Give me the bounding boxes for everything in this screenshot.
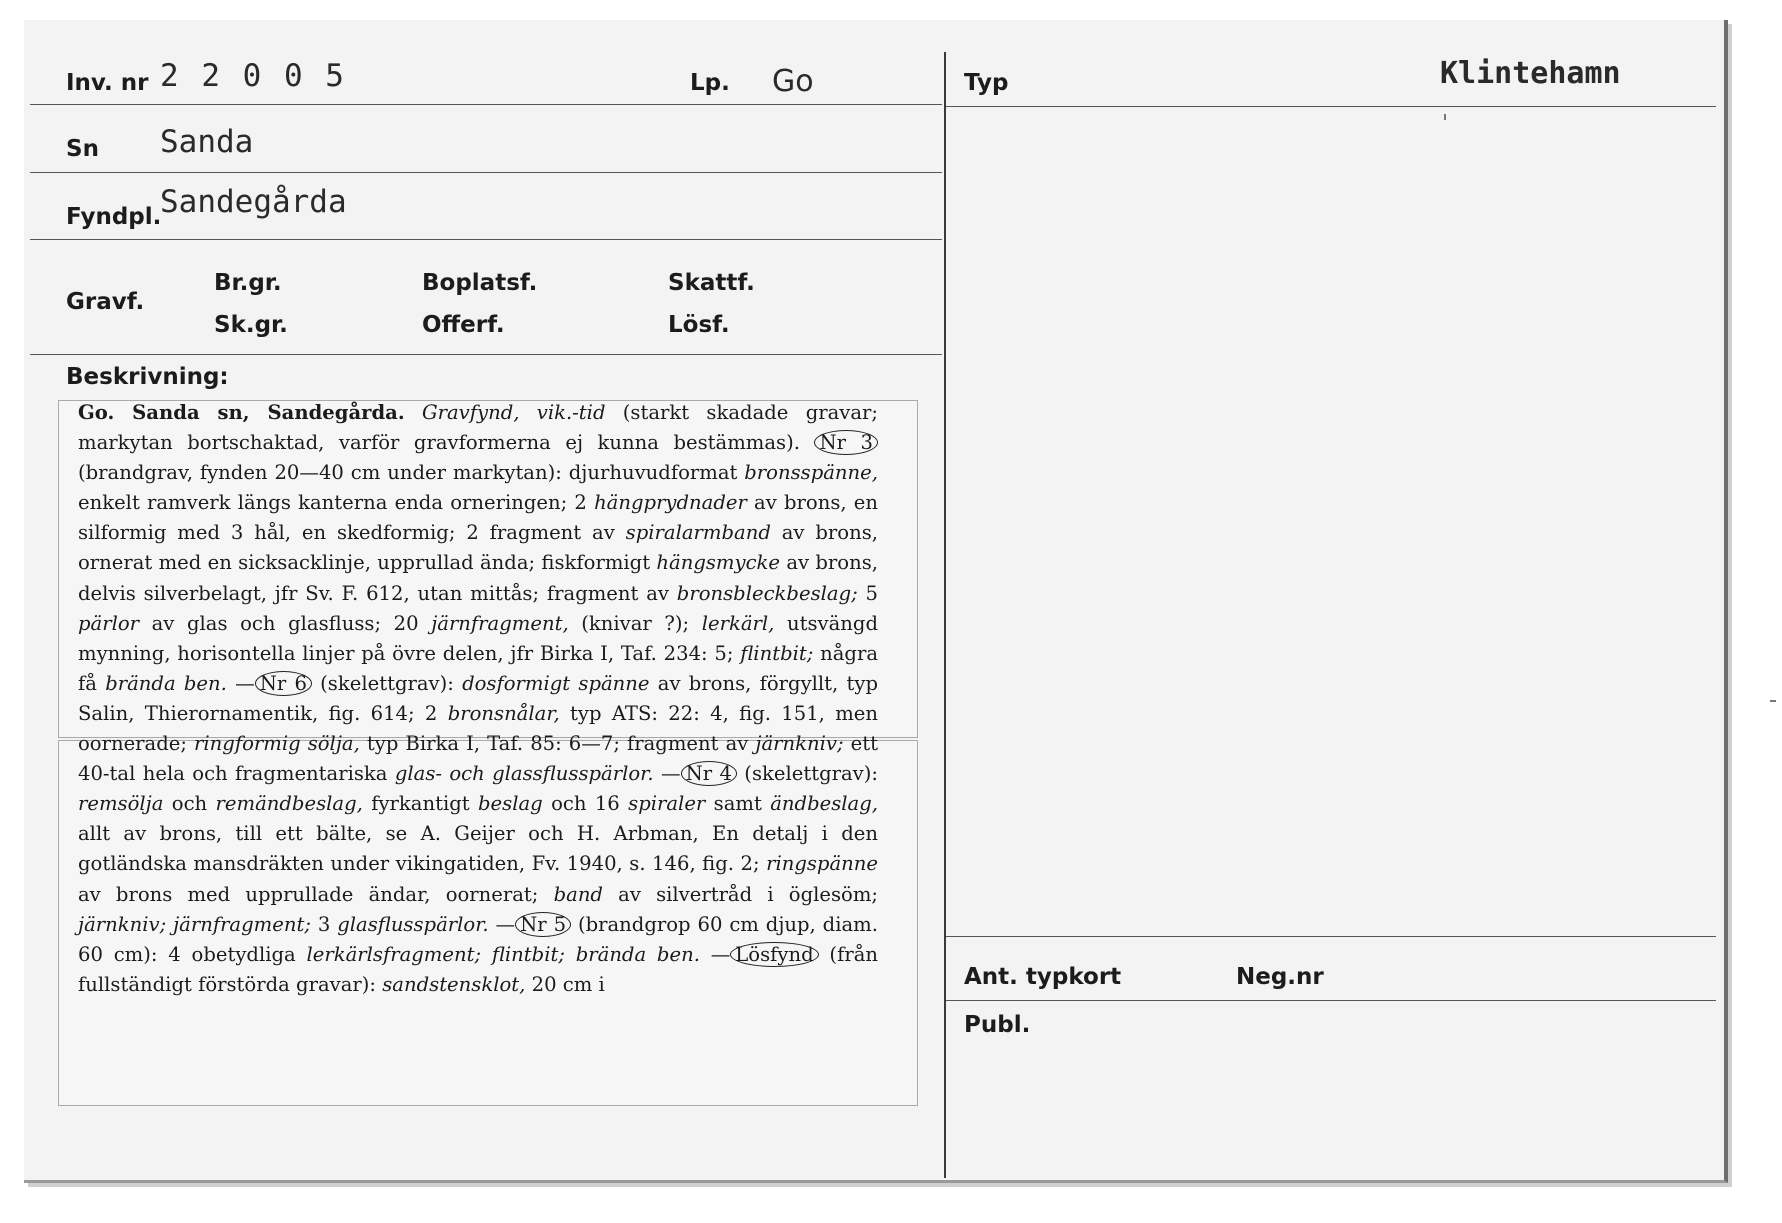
description-segment: typ ATS: 22: 4, fig. 151, men oornerade; xyxy=(78,701,878,756)
description-segment: ringformig sölja, xyxy=(194,732,360,756)
description-segment: järnkniv; järnfragment; xyxy=(78,912,311,936)
description-segment: av brons, delvis silverbelagt, jfr Sv. F. 612, utan mittås; fragment av xyxy=(78,551,878,605)
description-segment: Gravfynd, vik.-tid xyxy=(421,401,606,424)
divider-typ xyxy=(946,106,1716,107)
description-segment: — xyxy=(653,762,681,786)
description-segment: utsvängd mynning, horisontella linjer på övre delen, jfr Birka I, Taf. 234: 5; xyxy=(78,611,878,665)
description-segment: remsölja xyxy=(78,792,164,816)
description-segment: Go. Sanda sn, Sandegårda. xyxy=(78,401,405,424)
typ-label: Typ xyxy=(964,70,1009,96)
column-divider xyxy=(944,52,946,1178)
description-segment xyxy=(405,401,422,424)
description-segment: — xyxy=(226,671,255,695)
description-text xyxy=(78,398,878,1000)
lp-label: Lp. xyxy=(690,70,730,96)
description-segment: ett 40-tal hela och fragmentariska xyxy=(78,732,878,786)
losf-label: Lösf. xyxy=(668,312,730,338)
divider-sn xyxy=(30,172,942,173)
description-segment: järnkniv; xyxy=(755,732,844,756)
publ-label: Publ. xyxy=(964,1012,1031,1038)
description-segment: allt av brons, till ett bälte, se A. Geijer och H. Arbman, En detalj i den gotländska mansdräkten under vikingatiden, Fv. 1940, s. 146, fig. 2; xyxy=(78,822,878,876)
description-segment: och 16 xyxy=(542,792,629,816)
circled-grave-number: Lösfynd xyxy=(730,942,818,967)
description-segment: — xyxy=(488,912,516,936)
description-segment: ringspänne xyxy=(766,852,878,876)
description-segment: bronsspänne, xyxy=(744,461,878,485)
circled-grave-number: Nr 3 xyxy=(814,430,878,455)
description-segment: (knivar ?); xyxy=(568,611,702,635)
description-segment: fyrkantigt xyxy=(362,792,479,816)
divider-publ xyxy=(946,1000,1716,1001)
inv-nr-value: 2 2 0 0 5 xyxy=(160,58,346,94)
typ-value: Klintehamn xyxy=(1440,56,1621,91)
inv-nr-label: Inv. nr xyxy=(66,70,149,96)
divider-inv xyxy=(30,104,942,105)
description-segment: spiralarmband xyxy=(625,521,771,545)
description-segment: lerkärlsfragment; flintbit; brända ben. xyxy=(306,942,700,966)
brgr-label: Br.gr. xyxy=(214,270,282,296)
description-segment: några få xyxy=(78,641,879,695)
description-segment: av brons, ornerat med en sicksacklinje, upprullad ända; fiskformigt xyxy=(78,521,878,575)
circled-grave-number: Nr 5 xyxy=(515,912,571,937)
description-segment: (skelettgrav): xyxy=(736,762,878,786)
sn-value: Sanda xyxy=(160,124,254,160)
description-segment: flintbit; xyxy=(740,641,814,665)
description-segment: bronsbleckbeslag; xyxy=(676,581,858,605)
description-segment: remändbeslag, xyxy=(215,792,363,816)
description-segment: enkelt ramverk längs kanterna enda orneringen; 2 xyxy=(78,491,595,515)
fyndpl-label: Fyndpl. xyxy=(66,204,162,230)
description-segment: av brons med upprullade ändar, oornerat; xyxy=(78,882,554,906)
description-segment: typ Birka I, Taf. 85: 6—7; fragment av xyxy=(359,732,756,756)
boplatsf-label: Boplatsf. xyxy=(422,270,538,296)
description-segment: samt xyxy=(705,792,771,816)
description-segment: och xyxy=(163,792,216,816)
description-segment: — xyxy=(699,942,731,966)
description-segment: av silvertråd i öglesöm; xyxy=(602,882,879,906)
description-segment: lerkärl, xyxy=(701,611,775,635)
description-segment: 3 xyxy=(310,912,338,936)
description-segment: 20 cm i xyxy=(525,972,605,996)
divider-gravf xyxy=(30,354,942,355)
offerf-label: Offerf. xyxy=(422,312,505,338)
description-segment: dosformigt spänne xyxy=(462,671,650,695)
description-segment: hängsmycke xyxy=(656,551,781,575)
skattf-label: Skattf. xyxy=(668,270,755,296)
description-segment: järnfragment, xyxy=(431,611,569,635)
description-segment: bronsnålar, xyxy=(447,701,560,725)
description-segment: glasflusspärlor. xyxy=(337,912,489,936)
description-segment: (brandgrop 60 cm djup, diam. 60 cm): 4 obetydliga xyxy=(78,912,878,966)
neg-nr-label: Neg.nr xyxy=(1236,964,1324,990)
fyndpl-value: Sandegårda xyxy=(160,184,347,220)
description-segment: av glas och glasfluss; 20 xyxy=(139,611,432,635)
description-segment: (starkt skadade gravar; markytan bortschaktad, varför gravformerna ej kunna bestämmas). xyxy=(78,401,878,455)
circled-grave-number: Nr 4 xyxy=(681,761,737,786)
description-segment: hängprydnader xyxy=(594,491,747,515)
description-segment: pärlor xyxy=(78,611,140,635)
description-segment: (skelettgrav): xyxy=(311,671,463,695)
divider-fyndpl xyxy=(30,239,942,240)
description-segment: av brons, en silformig med 3 hål, en skedformig; 2 fragment av xyxy=(78,491,879,545)
gravf-label: Gravf. xyxy=(66,289,145,315)
circled-grave-number: Nr 6 xyxy=(255,671,312,696)
description-segment: 5 xyxy=(857,581,879,605)
ant-typkort-label: Ant. typkort xyxy=(964,964,1122,990)
description-segment: (brandgrav, fynden 20—40 cm under markytan): djurhuvudformat xyxy=(78,461,745,485)
description-segment: sandstensklot, xyxy=(382,972,526,996)
description-segment: brända ben. xyxy=(105,671,227,695)
sn-label: Sn xyxy=(66,136,99,162)
ink-mark xyxy=(1444,114,1446,120)
description-segment: ändbeslag, xyxy=(770,792,878,816)
skgr-label: Sk.gr. xyxy=(214,312,288,338)
divider-ant xyxy=(946,936,1716,937)
description-segment: spiraler xyxy=(628,792,706,816)
description-segment: beslag xyxy=(478,792,543,816)
lp-value: Go xyxy=(772,64,814,99)
beskrivning-label: Beskrivning: xyxy=(66,364,229,390)
description-segment: av brons, förgyllt, typ Salin, Thierornamentik, fig. 614; 2 xyxy=(78,671,879,725)
description-segment: band xyxy=(553,882,603,906)
description-segment: (från fullständigt förstörda gravar): xyxy=(78,942,878,996)
edge-mark xyxy=(1770,700,1776,702)
description-segment: glas- och glassflusspärlor. xyxy=(394,762,654,786)
